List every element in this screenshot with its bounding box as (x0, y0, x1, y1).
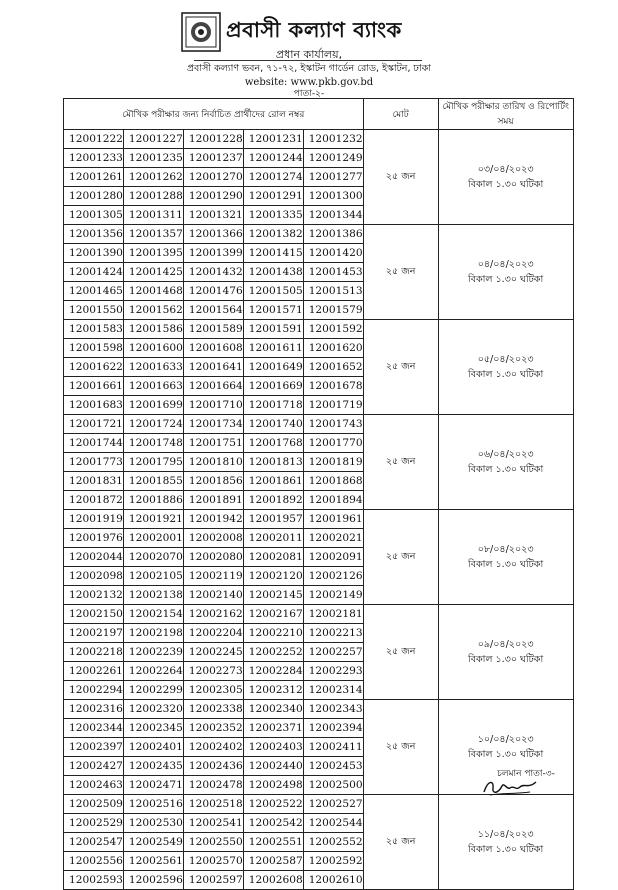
interview-date: ০৮/০৪/২০২৩ (477, 544, 534, 555)
roll-number-cell: 12001235 (123, 149, 183, 168)
roll-number-cell: 12002435 (123, 757, 183, 776)
roll-number-cell: 12002210 (243, 624, 303, 643)
roll-number-cell: 12002252 (243, 643, 303, 662)
roll-number-cell: 12001976 (64, 529, 124, 548)
table-row (64, 605, 574, 624)
roll-number-cell: 12001344 (303, 206, 363, 225)
interview-date-cell (438, 415, 573, 510)
roll-number-cell: 12001669 (243, 377, 303, 396)
roll-number-cell: 12002044 (64, 548, 124, 567)
roll-number-cell: 12002402 (183, 738, 243, 757)
roll-number-cell: 12001622 (64, 358, 124, 377)
roll-number-cell: 12001892 (243, 491, 303, 510)
roll-number-cell: 12002001 (123, 529, 183, 548)
roll-number-cell: 12001277 (303, 168, 363, 187)
roll-number-cell: 12002305 (183, 681, 243, 700)
roll-number-cell: 12002312 (243, 681, 303, 700)
roll-number-cell: 12001586 (123, 320, 183, 339)
reporting-time: বিকাল ১.৩০ ঘটিকা (467, 369, 544, 380)
roll-number-cell: 12001600 (123, 339, 183, 358)
roll-number-cell: 12001356 (64, 225, 124, 244)
roll-number-cell: 12002610 (303, 871, 363, 890)
total-count-cell: ২৫ জন (363, 700, 438, 795)
continued-note: চলমান পাতা-৩- (497, 769, 555, 779)
roll-number-cell: 12001664 (183, 377, 243, 396)
reporting-time: বিকাল ১.৩০ ঘটিকা (467, 464, 544, 475)
roll-number-cell: 12001390 (64, 244, 124, 263)
roll-number-cell: 12002080 (183, 548, 243, 567)
roll-number-cell: 12002403 (243, 738, 303, 757)
roll-number-cell: 12002294 (64, 681, 124, 700)
roll-number-cell: 12002198 (123, 624, 183, 643)
roll-number-cell: 12002316 (64, 700, 124, 719)
roll-number-cell: 12002552 (303, 833, 363, 852)
roll-number-cell: 12001663 (123, 377, 183, 396)
roll-number-cell: 12002162 (183, 605, 243, 624)
roll-number-cell: 12002320 (123, 700, 183, 719)
roll-number-cell: 12002352 (183, 719, 243, 738)
interview-date: ১০/০৪/২০২৩ (477, 734, 534, 745)
roll-number-cell: 12002008 (183, 529, 243, 548)
roll-number-cell: 12001432 (183, 263, 243, 282)
roll-number-cell: 12002527 (303, 795, 363, 814)
roll-number-cell: 12001861 (243, 472, 303, 491)
roll-number-cell: 12001649 (243, 358, 303, 377)
roll-number-cell: 12001592 (303, 320, 363, 339)
bank-name: প্রবাসী কল্যাণ ব্যাংক (226, 18, 402, 42)
roll-number-cell: 12001233 (64, 149, 124, 168)
roll-number-cell: 12001633 (123, 358, 183, 377)
roll-number-cell: 12001579 (303, 301, 363, 320)
roll-number-cell: 12002120 (243, 567, 303, 586)
roll-number-cell: 12002021 (303, 529, 363, 548)
roll-number-cell: 12001773 (64, 453, 124, 472)
roll-number-cell: 12002070 (123, 548, 183, 567)
roll-number-cell: 12002397 (64, 738, 124, 757)
page-number: পাতা-২- (293, 89, 325, 99)
roll-number-cell: 12001678 (303, 377, 363, 396)
roll-number-cell: 12001227 (123, 130, 183, 149)
roll-number-cell: 12002547 (64, 833, 124, 852)
roll-number-cell: 12001831 (64, 472, 124, 491)
signature-image (480, 776, 540, 798)
roll-number-cell: 12001718 (243, 396, 303, 415)
date-column-header: মৌখিক পরীক্ষার তারিখ ও রিপোর্টিং সময় (438, 99, 573, 130)
roll-number-cell: 12001386 (303, 225, 363, 244)
roll-number-cell: 12002098 (64, 567, 124, 586)
roll-number-cell: 12001261 (64, 168, 124, 187)
roll-number-cell: 12001415 (243, 244, 303, 263)
reporting-time: বিকাল ১.৩০ ঘটিকা (467, 274, 544, 285)
total-count-cell: ২৫ জন (363, 320, 438, 415)
roll-number-cell: 12001868 (303, 472, 363, 491)
roll-number-cell: 12001335 (243, 206, 303, 225)
total-count-cell: ২৫ জন (363, 795, 438, 890)
roll-number-cell: 12002453 (303, 757, 363, 776)
table-row (64, 415, 574, 434)
roll-number-cell: 12002150 (64, 605, 124, 624)
roll-number-cell: 12002011 (243, 529, 303, 548)
roll-number-cell: 12002518 (183, 795, 243, 814)
roll-number-cell: 12002529 (64, 814, 124, 833)
total-column-header: মোট (363, 99, 438, 130)
roll-number-cell: 12001919 (64, 510, 124, 529)
roll-number-cell: 12002091 (303, 548, 363, 567)
roll-column-header: মৌখিক পরীক্ষার জন্য নির্বাচিত প্রার্থীদের রোল নম্বর (64, 99, 364, 130)
website-link[interactable]: website: www.pkb.gov.bd (244, 77, 374, 88)
roll-number-cell: 12002551 (243, 833, 303, 852)
roll-number-cell: 12001872 (64, 491, 124, 510)
roll-number-cell: 12001244 (243, 149, 303, 168)
roll-number-cell: 12001291 (243, 187, 303, 206)
roll-number-cell: 12001856 (183, 472, 243, 491)
roll-number-cell: 12002541 (183, 814, 243, 833)
roll-number-cell: 12001942 (183, 510, 243, 529)
table-row (64, 320, 574, 339)
letterhead (0, 8, 618, 88)
roll-number-cell: 12001961 (303, 510, 363, 529)
roll-number-cell: 12002411 (303, 738, 363, 757)
office-name: প্রধান কার্যালয়, (275, 48, 343, 61)
roll-number-cell: 12001280 (64, 187, 124, 206)
roll-number-cell: 12001608 (183, 339, 243, 358)
roll-number-cell: 12002204 (183, 624, 243, 643)
roll-number-cell: 12002284 (243, 662, 303, 681)
roll-number-cell: 12001740 (243, 415, 303, 434)
table-row (64, 130, 574, 149)
roll-number-cell: 12002081 (243, 548, 303, 567)
total-count-cell: ২৫ জন (363, 605, 438, 700)
roll-number-cell: 12002471 (123, 776, 183, 795)
roll-number-cell: 12001699 (123, 396, 183, 415)
roll-number-cell: 12001288 (123, 187, 183, 206)
roll-number-cell: 12002427 (64, 757, 124, 776)
roll-number-cell: 12002596 (123, 871, 183, 890)
roll-number-cell: 12001321 (183, 206, 243, 225)
roll-number-cell: 12002597 (183, 871, 243, 890)
table-row (64, 700, 574, 719)
roll-number-cell: 12002463 (64, 776, 124, 795)
roll-number-cell: 12001550 (64, 301, 124, 320)
roll-number-cell: 12001476 (183, 282, 243, 301)
roll-number-cell: 12002257 (303, 643, 363, 662)
reporting-time: বিকাল ১.৩০ ঘটিকা (467, 749, 544, 760)
roll-number-cell: 12001891 (183, 491, 243, 510)
roll-number-cell: 12002587 (243, 852, 303, 871)
interview-date: ০৪/০৪/২০২৩ (477, 259, 534, 270)
roll-number-cell: 12001513 (303, 282, 363, 301)
roll-number-cell: 12001724 (123, 415, 183, 434)
roll-number-cell: 12002197 (64, 624, 124, 643)
roll-number-cell: 12002138 (123, 586, 183, 605)
roll-number-cell: 12002530 (123, 814, 183, 833)
roll-number-cell: 12002140 (183, 586, 243, 605)
roll-number-cell: 12001505 (243, 282, 303, 301)
interview-date: ০৯/০৪/২০২৩ (477, 639, 534, 650)
roll-number-cell: 12002344 (64, 719, 124, 738)
roll-number-cell: 12001562 (123, 301, 183, 320)
roll-number-cell: 12002544 (303, 814, 363, 833)
roll-number-cell: 12002592 (303, 852, 363, 871)
table-row (64, 510, 574, 529)
roll-number-cell: 12001262 (123, 168, 183, 187)
roll-number-cell: 12001231 (243, 130, 303, 149)
reporting-time: বিকাল ১.৩০ ঘটিকা (467, 844, 544, 855)
roll-number-cell: 12002154 (123, 605, 183, 624)
table-row (64, 225, 574, 244)
roll-number-cell: 12002550 (183, 833, 243, 852)
roll-number-cell: 12001237 (183, 149, 243, 168)
roll-number-cell: 12002132 (64, 586, 124, 605)
roll-number-cell: 12002239 (123, 643, 183, 662)
interview-date-cell (438, 795, 573, 890)
roll-number-cell: 12001420 (303, 244, 363, 263)
roll-number-cell: 12001232 (303, 130, 363, 149)
roll-number-cell: 12001583 (64, 320, 124, 339)
roll-number-cell: 12001721 (64, 415, 124, 434)
roll-number-cell: 12001591 (243, 320, 303, 339)
roll-number-cell: 12001424 (64, 263, 124, 282)
roll-number-cell: 12001366 (183, 225, 243, 244)
roll-number-cell: 12001641 (183, 358, 243, 377)
roll-number-cell: 12001620 (303, 339, 363, 358)
roll-number-cell: 12001453 (303, 263, 363, 282)
roll-number-cell: 12001770 (303, 434, 363, 453)
roll-number-cell: 12002119 (183, 567, 243, 586)
roll-number-cell: 12001734 (183, 415, 243, 434)
roll-number-cell: 12002264 (123, 662, 183, 681)
interview-date: ০৬/০৪/২০২৩ (477, 449, 534, 460)
roll-number-cell: 12002299 (123, 681, 183, 700)
interview-date-cell (438, 320, 573, 415)
roll-number-cell: 12002498 (243, 776, 303, 795)
roll-number-cell: 12002500 (303, 776, 363, 795)
roll-number-cell: 12001810 (183, 453, 243, 472)
roll-number-cell: 12002556 (64, 852, 124, 871)
roll-number-cell: 12001228 (183, 130, 243, 149)
roll-number-cell: 12001311 (123, 206, 183, 225)
roll-number-cell: 12001652 (303, 358, 363, 377)
total-count-cell: ২৫ জন (363, 415, 438, 510)
interview-date-cell (438, 605, 573, 700)
roll-number-cell: 12002149 (303, 586, 363, 605)
roll-number-cell: 12001290 (183, 187, 243, 206)
roll-number-cell: 12002593 (64, 871, 124, 890)
roll-number-cell: 12001395 (123, 244, 183, 263)
roll-number-cell: 12001894 (303, 491, 363, 510)
roll-number-cell: 12001819 (303, 453, 363, 472)
roll-number-cell: 12002561 (123, 852, 183, 871)
roll-number-cell: 12002371 (243, 719, 303, 738)
roll-number-cell: 12001611 (243, 339, 303, 358)
header-divider (194, 60, 422, 61)
interview-date-cell (438, 510, 573, 605)
total-count-cell: ২৫ জন (363, 510, 438, 605)
roll-number-cell: 12001886 (123, 491, 183, 510)
roll-number-cell: 12002218 (64, 643, 124, 662)
interview-date: ১১/০৪/২০২৩ (477, 829, 534, 840)
roll-number-cell: 12001710 (183, 396, 243, 415)
interview-date-cell (438, 130, 573, 225)
roll-number-cell: 12002261 (64, 662, 124, 681)
roll-number-cell: 12002440 (243, 757, 303, 776)
roll-number-cell: 12001683 (64, 396, 124, 415)
roll-number-cell: 12002293 (303, 662, 363, 681)
roll-number-cell: 12002340 (243, 700, 303, 719)
roll-number-cell: 12001249 (303, 149, 363, 168)
roll-number-cell: 12001661 (64, 377, 124, 396)
roll-number-cell: 12001465 (64, 282, 124, 301)
reporting-time: বিকাল ১.৩০ ঘটিকা (467, 179, 544, 190)
roll-number-cell: 12002126 (303, 567, 363, 586)
roll-number-cell: 12002394 (303, 719, 363, 738)
roll-number-cell: 12001468 (123, 282, 183, 301)
roll-number-cell: 12001795 (123, 453, 183, 472)
roll-number-cell: 12002181 (303, 605, 363, 624)
roll-number-cell: 12001399 (183, 244, 243, 263)
roll-number-cell: 12001751 (183, 434, 243, 453)
roll-number-cell: 12002436 (183, 757, 243, 776)
roll-number-cell: 12001598 (64, 339, 124, 358)
roll-number-cell: 12002401 (123, 738, 183, 757)
roll-number-cell: 12002549 (123, 833, 183, 852)
interview-date-cell (438, 225, 573, 320)
roll-number-cell: 12001813 (243, 453, 303, 472)
roll-number-cell: 12001270 (183, 168, 243, 187)
roll-number-cell: 12001744 (64, 434, 124, 453)
roll-number-cell: 12001222 (64, 130, 124, 149)
roll-number-cell: 12002167 (243, 605, 303, 624)
roll-number-cell: 12001300 (303, 187, 363, 206)
roll-number-cell: 12001719 (303, 396, 363, 415)
roll-number-cell: 12002509 (64, 795, 124, 814)
roll-number-cell: 12001957 (243, 510, 303, 529)
roll-number-cell: 12001274 (243, 168, 303, 187)
roll-number-cell: 12002570 (183, 852, 243, 871)
roll-number-cell: 12002478 (183, 776, 243, 795)
interview-date: ০৫/০৪/২০২৩ (477, 354, 534, 365)
roll-number-cell: 12002245 (183, 643, 243, 662)
roll-number-cell: 12001589 (183, 320, 243, 339)
roll-number-cell: 12002338 (183, 700, 243, 719)
roll-number-cell: 12001357 (123, 225, 183, 244)
roll-number-cell: 12002516 (123, 795, 183, 814)
roll-number-cell: 12001564 (183, 301, 243, 320)
office-address: প্রবাসী কল্যাণ ভবন, ৭১-৭২, ইস্কাটন গার্ডেন রোড, ইস্কাটন, ঢাকা (186, 63, 432, 74)
roll-number-cell: 12002105 (123, 567, 183, 586)
total-count-cell: ২৫ জন (363, 130, 438, 225)
roll-number-cell: 12001571 (243, 301, 303, 320)
roll-number-cell: 12001743 (303, 415, 363, 434)
roll-number-cell: 12001768 (243, 434, 303, 453)
roll-number-cell: 12002145 (243, 586, 303, 605)
roll-number-cell: 12002542 (243, 814, 303, 833)
interview-date: ০৩/০৪/২০২৩ (477, 164, 534, 175)
roll-number-cell: 12002608 (243, 871, 303, 890)
roll-number-cell: 12002314 (303, 681, 363, 700)
roll-number-cell: 12001438 (243, 263, 303, 282)
roll-number-cell: 12001855 (123, 472, 183, 491)
roll-number-cell: 12001748 (123, 434, 183, 453)
roll-number-cell: 12002522 (243, 795, 303, 814)
roll-number-cell: 12001305 (64, 206, 124, 225)
roll-number-cell: 12002273 (183, 662, 243, 681)
roll-number-cell: 12002213 (303, 624, 363, 643)
reporting-time: বিকাল ১.৩০ ঘটিকা (467, 559, 544, 570)
roll-number-cell: 12001382 (243, 225, 303, 244)
roll-number-cell: 12001425 (123, 263, 183, 282)
roll-number-cell: 12002345 (123, 719, 183, 738)
table-header-row (64, 99, 574, 130)
roll-number-cell: 12002343 (303, 700, 363, 719)
reporting-time: বিকাল ১.৩০ ঘটিকা (467, 654, 544, 665)
roll-number-cell: 12001921 (123, 510, 183, 529)
total-count-cell: ২৫ জন (363, 225, 438, 320)
